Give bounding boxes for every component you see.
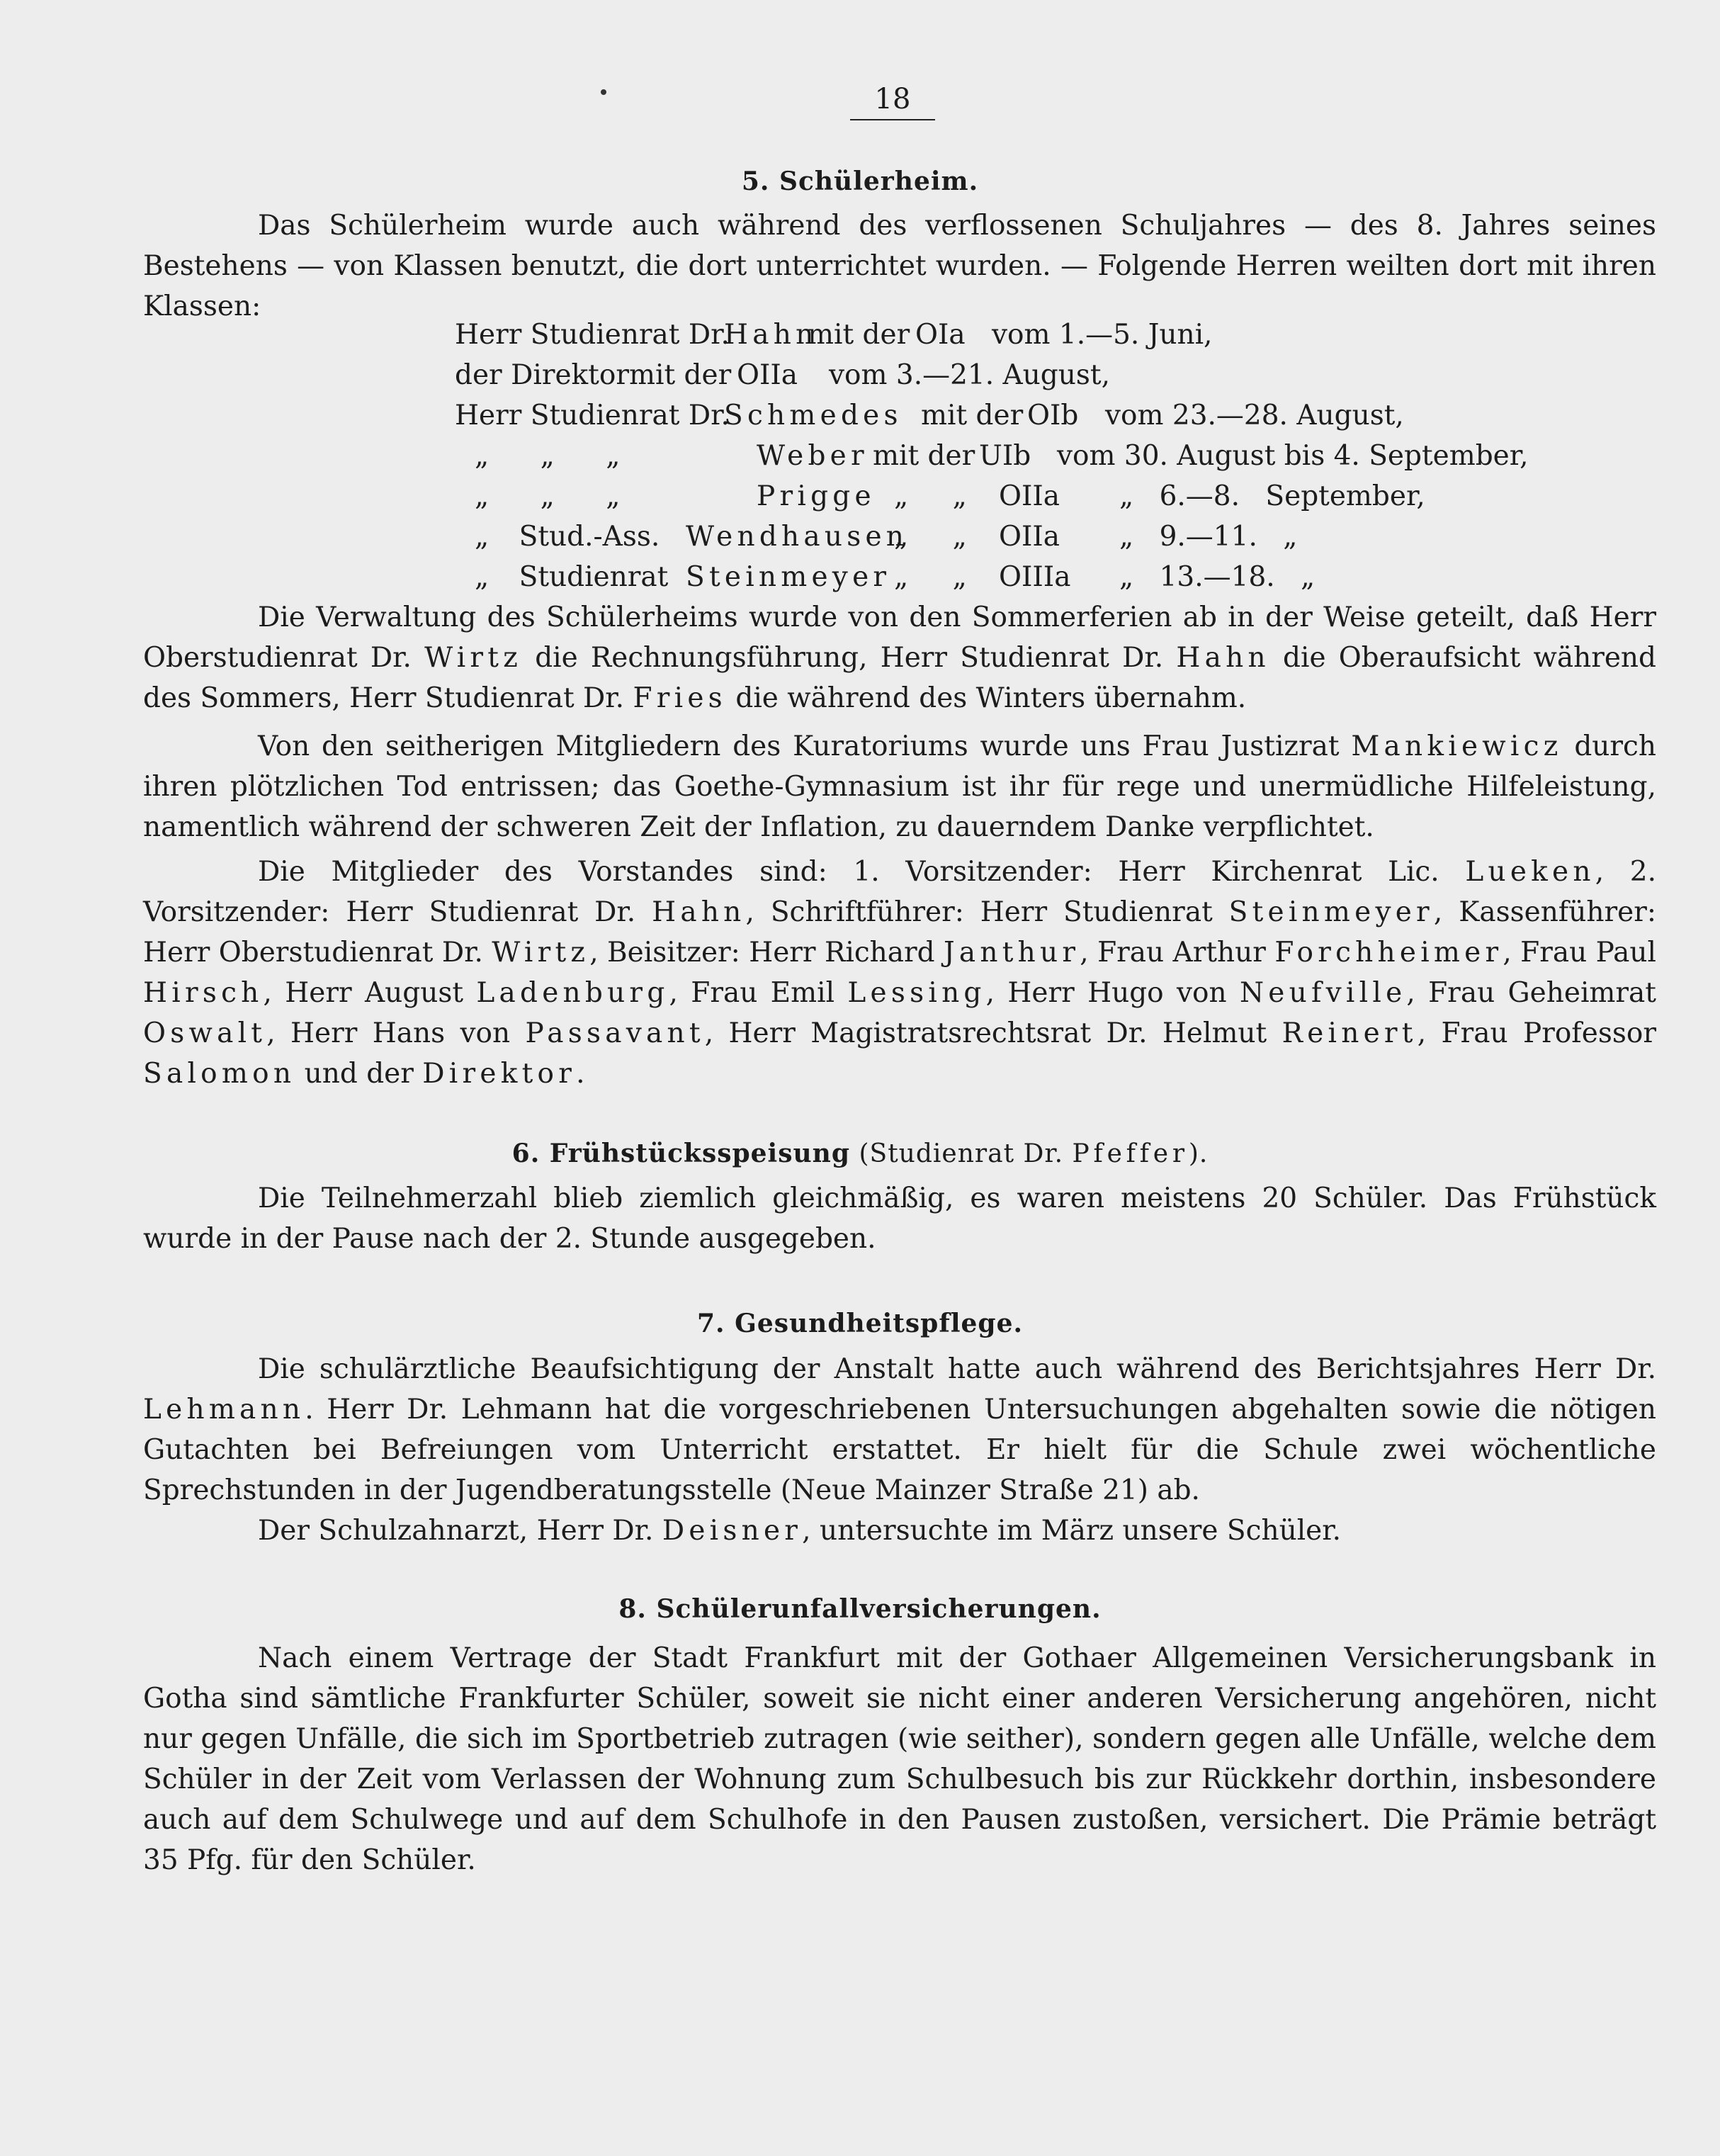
class-stay-row: „ Studienrat Steinmeyer „ „ OIIIa „ 13.—18. „: [475, 561, 1316, 593]
schulzahnarzt-paragraph: Der Schulzahnarzt, Herr Dr. Deisner, untersuchte im März unsere Schüler.: [258, 1515, 1342, 1547]
heading-fruehstueck: 6. Frühstücksspeisung (Studienrat Dr. Pfeffer).: [511, 1139, 1209, 1168]
class-stay-row: Herr Studienrat Dr. Hahn mit der OIa vom 1.—5. Juni,: [455, 319, 1213, 351]
heading-unfallversicherung: 8. Schülerunfallversicherungen.: [618, 1594, 1102, 1624]
heading-gesundheitspflege: 7. Gesundheitspflege.: [696, 1309, 1024, 1338]
unfallversicherung-paragraph: Nach einem Vertrage der Stadt Frankfurt mit der Gothaer Allgemeinen Versicherungsbank in Gotha sind sämtliche Frankfurter Schüler, soweit sie nicht einer anderen Versicherung angehören, nicht nur gegen Unfälle, die sich im Sportbetrieb zutragen (wie seither), sondern gegen alle Unfälle, welche dem Schüler in der Zeit vom Verlassen der Wohnung zum Schulbesuch bis zur Rückkehr dorthin, insbesondere auch auf dem Schulwege und auf dem Schulhofe in den Pausen zustoßen, versichert. Die Prämie beträgt 35 Pfg. für den Schüler.: [143, 1642, 1656, 1876]
kuratorium-paragraph: Von den seitherigen Mitgliedern des Kuratoriums wurde uns Frau Justizrat Mankiewicz durch ihren plötzlichen Tod entrissen; das Goethe-Gymnasium ist ihr für rege und unermüdliche Hilfeleistung, namentlich während der schweren Zeit der Inflation, zu dauerndem Danke verpflichtet.: [143, 730, 1657, 843]
class-stay-list: [0, 315, 1720, 597]
ink-speck: [601, 89, 606, 95]
schuelerheim-intro: Das Schülerheim wurde auch während des verflossenen Schuljahres — des 8. Jahres seines Bestehens — von Klassen benutzt, die dort unterrichtet wurden. — Folgende Herren weilten dort mit ihren Klassen:: [143, 210, 1656, 322]
fruehstueck-paragraph: Die Teilnehmerzahl blieb ziemlich gleichmäßig, es waren meistens 20 Schüler. Das Frühstück wurde in der Pause nach der 2. Stunde ausgegeben.: [143, 1183, 1656, 1255]
class-stay-row: der Direktor mit der OIIa vom 3.—21. August,: [455, 359, 1110, 391]
class-stay-row: „ Stud.-Ass. Wendhausen „ „ OIIa „ 9.—11. „: [475, 521, 1298, 553]
page-number: 18: [850, 82, 935, 120]
class-stay-row: Herr Studienrat Dr. Schmedes mit der OIb vom 23.—28. August,: [455, 400, 1404, 431]
verwaltung-paragraph: Die Verwaltung des Schülerheims wurde von den Sommerferien ab in der Weise geteilt, daß Herr Oberstudienrat Dr. Wirtz die Rechnungsführung, Herr Studienrat Dr. Hahn die Oberaufsicht während des Sommers, Herr Studienrat Dr. Fries die während des Winters übernahm.: [143, 602, 1657, 714]
vorstand-paragraph: Die Mitglieder des Vorstandes sind: 1. Vorsitzender: Herr Kirchenrat Lic. Lueken, 2. Vorsitzender: Herr Studienrat Dr. Hahn, Schriftführer: Herr Studienrat Steinmeyer, Kassenführer: Herr Oberstudienrat Dr. Wirtz, Beisitzer: Herr Richard Janthur, Frau Arthur Forchheimer, Frau Paul Hirsch, Herr August Ladenburg, Frau Emil Lessing, Herr Hugo von Neufville, Frau Geheimrat Oswalt, Herr Hans von Passavant, Herr Magistratsrechtsrat Dr. Helmut Reinert, Frau Professor Salomon und der Direktor.: [143, 856, 1656, 1090]
class-stay-row: „ „ „ Prigge „ „ OIIa „ 6.—8. September,: [475, 480, 1425, 512]
class-stay-row: „ „ „ Weber mit der UIb vom 30. August bis 4. September,: [475, 440, 1529, 472]
heading-schuelerheim: 5. Schülerheim.: [741, 167, 979, 196]
schularzt-paragraph: Die schulärztliche Beaufsichtigung der Anstalt hatte auch während des Berichtsjahres Herr Dr. Lehmann. Herr Dr. Lehmann hat die vorgeschriebenen Untersuchungen abgehalten sowie die nötigen Gutachten bei Befreiungen vom Unterricht erstattet. Er hielt für die Schule zwei wöchentliche Sprechstunden in der Jugendberatungsstelle (Neue Mainzer Straße 21) ab.: [143, 1353, 1656, 1506]
